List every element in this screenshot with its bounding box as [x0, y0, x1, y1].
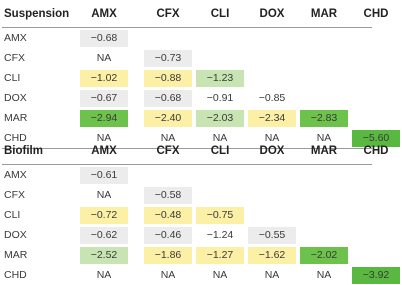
- cell-value: −5.60: [352, 130, 400, 147]
- table-row: [2, 245, 372, 265]
- column-header: CFX: [156, 144, 180, 157]
- table-cell: [142, 227, 194, 244]
- row-label: DOX: [4, 92, 27, 104]
- column-header: DOX: [259, 7, 285, 20]
- table-cell: [246, 247, 298, 264]
- table-cell: [66, 247, 142, 264]
- table-cell: [66, 227, 142, 244]
- table-cell: [142, 187, 194, 204]
- table-cell: [66, 90, 142, 107]
- column-header: AMX: [91, 144, 117, 157]
- cell-value: −2.03: [196, 110, 244, 127]
- table-cell: [66, 110, 142, 127]
- table-cell: [194, 207, 246, 224]
- cell-value: −0.62: [80, 227, 128, 244]
- table-row: [2, 108, 372, 128]
- table-cell: [246, 90, 298, 107]
- cell-value: −2.52: [80, 247, 128, 264]
- table-cell: [66, 207, 142, 224]
- row-label: AMX: [4, 169, 27, 181]
- row-label: MAR: [4, 249, 28, 261]
- table-cell: [298, 110, 350, 127]
- cell-value: NA: [96, 131, 112, 144]
- table-cell: [142, 247, 194, 264]
- cell-value: NA: [96, 188, 112, 201]
- cell-value: −2.83: [300, 110, 348, 127]
- table-header-row: [2, 0, 389, 28]
- table-cell: [66, 267, 142, 284]
- column-header: AMX: [91, 7, 117, 20]
- table-row: [2, 185, 372, 205]
- cell-value: −0.75: [196, 207, 244, 224]
- table-cell: [298, 247, 350, 264]
- table-cell: [66, 30, 142, 47]
- column-header: MAR: [310, 144, 338, 157]
- table-row: [2, 48, 372, 68]
- table-cell: [298, 267, 350, 284]
- table-cell: [194, 227, 246, 244]
- section-title: Suspension: [4, 7, 70, 20]
- table-cell: [142, 267, 194, 284]
- column-header: DOX: [259, 144, 285, 157]
- cell-value: NA: [96, 51, 112, 64]
- table-cell: [350, 267, 402, 284]
- row-label: CFX: [4, 52, 25, 64]
- table-row: [2, 88, 372, 108]
- table-row: [2, 68, 372, 88]
- table-cell: [194, 267, 246, 284]
- cell-value: −0.68: [144, 90, 192, 107]
- cell-value: −0.91: [206, 91, 234, 104]
- cell-value: −0.88: [144, 70, 192, 87]
- column-header: CLI: [210, 144, 230, 157]
- table-cell: [142, 207, 194, 224]
- cell-value: −1.62: [248, 247, 296, 264]
- table-row: [2, 225, 372, 245]
- cell-value: −0.48: [144, 207, 192, 224]
- column-header: CLI: [210, 7, 230, 20]
- table-cell: [194, 90, 246, 107]
- row-label: CFX: [4, 189, 25, 201]
- table-row: [2, 205, 372, 225]
- cell-value: −1.27: [196, 247, 244, 264]
- cell-value: −2.34: [248, 110, 296, 127]
- row-label: CHD: [4, 132, 27, 144]
- table-cell: [246, 267, 298, 284]
- cell-value: NA: [96, 268, 112, 281]
- cell-value: −2.02: [300, 247, 348, 264]
- column-header: MAR: [310, 7, 338, 20]
- table-cell: [66, 187, 142, 204]
- table-cell: [246, 227, 298, 244]
- table-cell: [194, 247, 246, 264]
- cell-value: NA: [160, 131, 176, 144]
- table-cell: [194, 70, 246, 87]
- row-label: AMX: [4, 32, 27, 44]
- row-label: CHD: [4, 269, 27, 281]
- cell-value: NA: [264, 268, 280, 281]
- cell-value: NA: [264, 131, 280, 144]
- table-cell: [142, 90, 194, 107]
- table-cell: [66, 70, 142, 87]
- column-header: CHD: [363, 144, 389, 157]
- table-cell: [246, 110, 298, 127]
- column-header: CHD: [363, 7, 389, 20]
- cell-value: −2.40: [144, 110, 192, 127]
- cell-value: −1.23: [196, 70, 244, 87]
- cell-value: −1.86: [144, 247, 192, 264]
- table-row: [2, 265, 390, 285]
- table-cell: [66, 167, 142, 184]
- row-label: CLI: [4, 72, 21, 84]
- cell-value: −1.24: [206, 228, 234, 241]
- cell-value: NA: [160, 268, 176, 281]
- table-cell: [194, 110, 246, 127]
- cell-value: NA: [212, 268, 228, 281]
- cell-value: −0.68: [80, 30, 128, 47]
- cell-value: −0.55: [248, 227, 296, 244]
- table-cell: [142, 70, 194, 87]
- cell-value: −0.72: [80, 207, 128, 224]
- row-label: DOX: [4, 229, 27, 241]
- section-title: Biofilm: [4, 144, 43, 157]
- cell-value: −0.46: [144, 227, 192, 244]
- row-label: MAR: [4, 112, 28, 124]
- cell-value: −0.61: [80, 167, 128, 184]
- cell-value: −0.73: [144, 50, 192, 67]
- table-cell: [66, 50, 142, 67]
- cell-value: −0.67: [80, 90, 128, 107]
- column-header: CFX: [156, 7, 180, 20]
- cell-value: NA: [212, 131, 228, 144]
- cell-value: −2.94: [80, 110, 128, 127]
- cell-value: NA: [316, 131, 332, 144]
- row-label: CLI: [4, 209, 21, 221]
- table-cell: [142, 110, 194, 127]
- table-row: [2, 28, 372, 48]
- cell-value: −1.02: [80, 70, 128, 87]
- cell-value: −3.92: [352, 267, 400, 284]
- section-table-suspension: [2, 0, 390, 149]
- table-row: [2, 165, 372, 185]
- cell-value: −0.58: [144, 187, 192, 204]
- cell-value: −0.85: [258, 91, 286, 104]
- table-cell: [142, 50, 194, 67]
- cell-value: NA: [316, 268, 332, 281]
